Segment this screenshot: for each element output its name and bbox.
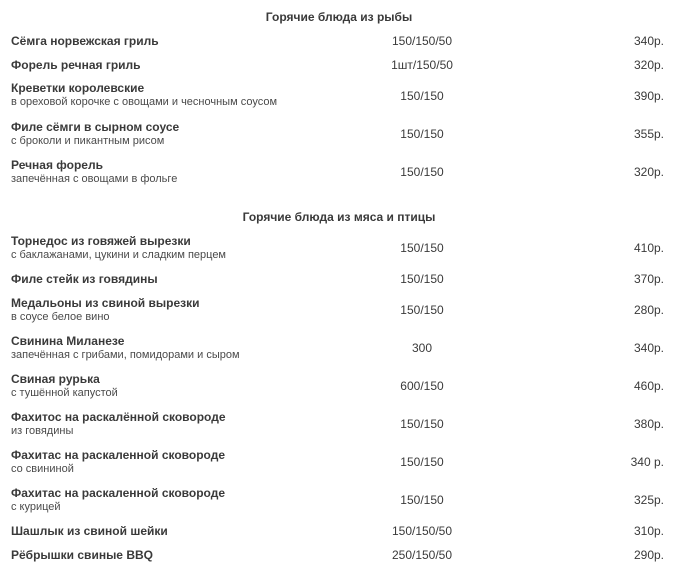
item-name: Рёбрышки свиные BBQ (11, 548, 153, 562)
item-price: 290р. (633, 548, 664, 562)
item-weight: 150/150 (400, 127, 444, 141)
item-name: Фахитас на раскаленной сковороде (11, 448, 226, 462)
item-description: со свининой (11, 463, 74, 475)
menu-item (0, 296, 678, 332)
item-description: запечённая с грибами, помидорами и сыром (11, 349, 240, 361)
item-description: с курицей (11, 501, 61, 513)
item-name: Свинина Миланезе (11, 334, 125, 348)
item-price: 320р. (633, 58, 664, 72)
item-weight: 1шт/150/50 (391, 58, 453, 72)
menu-item (0, 81, 678, 117)
item-description: запечённая с овощами в фольге (11, 173, 178, 185)
item-weight: 150/150 (400, 455, 444, 469)
item-name: Филе стейк из говядины (11, 272, 158, 286)
item-weight: 150/150 (400, 417, 444, 431)
item-price: 460р. (633, 379, 664, 393)
item-name: Фахитос на раскалённой сковороде (11, 410, 226, 424)
item-price: 380р. (633, 417, 664, 431)
item-price: 280р. (633, 303, 664, 317)
section-title-meat: Горячие блюда из мяса и птицы (242, 210, 436, 224)
item-weight: 150/150 (400, 493, 444, 507)
menu-item (0, 120, 678, 156)
item-weight: 600/150 (400, 379, 444, 393)
item-price: 340р. (633, 341, 664, 355)
item-weight: 150/150/50 (391, 34, 453, 48)
item-weight: 150/150 (400, 303, 444, 317)
menu-item (0, 548, 678, 584)
item-name: Медальоны из свиной вырезки (11, 296, 200, 310)
item-weight: 250/150/50 (391, 548, 453, 562)
item-description: из говядины (11, 425, 74, 437)
item-weight: 300 (411, 341, 433, 355)
item-price: 410р. (633, 241, 664, 255)
item-description: в соусе белое вино (11, 311, 110, 323)
item-name: Сёмга норвежская гриль (11, 34, 159, 48)
menu-item (0, 410, 678, 446)
menu-item (0, 158, 678, 194)
item-weight: 150/150 (400, 165, 444, 179)
item-name: Речная форель (11, 158, 103, 172)
item-weight: 150/150 (400, 272, 444, 286)
item-price: 310р. (633, 524, 664, 538)
menu-item (0, 234, 678, 270)
item-price: 340р. (633, 34, 664, 48)
item-price: 325р. (633, 493, 664, 507)
item-name: Фахитас на раскаленной сковороде (11, 486, 226, 500)
section-title-fish: Горячие блюда из рыбы (265, 10, 413, 24)
item-weight: 150/150/50 (391, 524, 453, 538)
item-weight: 150/150 (400, 241, 444, 255)
item-name: Шашлык из свиной шейки (11, 524, 168, 538)
menu-item (0, 486, 678, 522)
item-name: Филе сёмги в сырном соусе (11, 120, 180, 134)
item-price: 355р. (633, 127, 664, 141)
item-description: в ореховой корочке с овощами и чесночным соусом (11, 96, 278, 108)
item-price: 370р. (633, 272, 664, 286)
menu-item (0, 448, 678, 484)
menu-item (0, 372, 678, 408)
item-description: с броколи и пикантным рисом (11, 135, 165, 147)
item-name: Свиная рурька (11, 372, 100, 386)
menu-item (0, 334, 678, 370)
item-weight: 150/150 (400, 89, 444, 103)
item-name: Форель речная гриль (11, 58, 141, 72)
item-name: Креветки королевские (11, 81, 145, 95)
item-price: 340 р. (630, 455, 664, 469)
item-name: Торнедос из говяжей вырезки (11, 234, 191, 248)
item-description: с тушённой капустой (11, 387, 118, 399)
item-description: с баклажанами, цукини и сладким перцем (11, 249, 226, 261)
item-price: 390р. (633, 89, 664, 103)
item-price: 320р. (633, 165, 664, 179)
